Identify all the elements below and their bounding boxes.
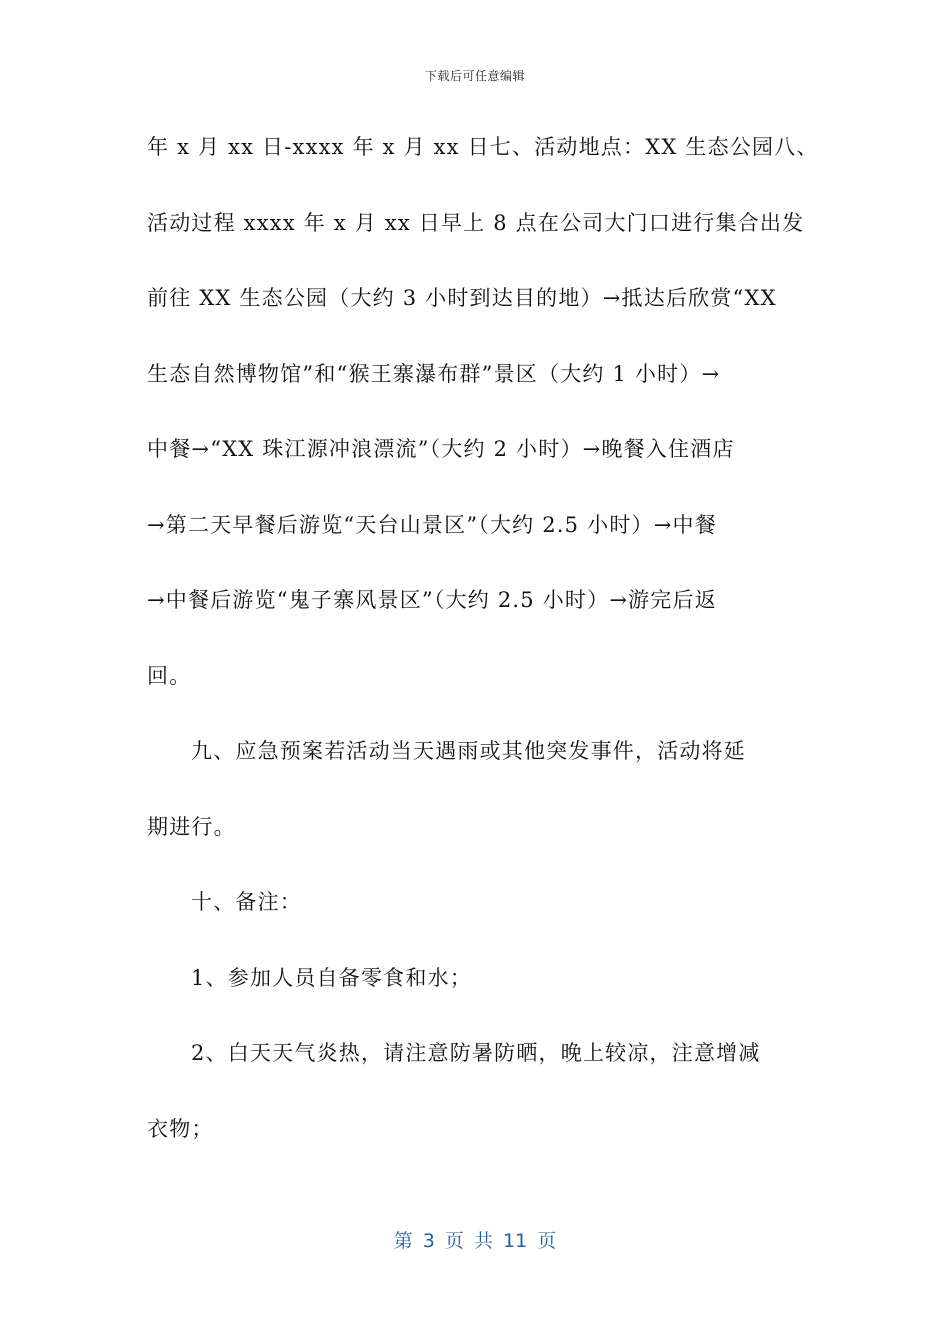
- notes-heading: 十、备注：: [191, 890, 302, 914]
- body-line: 衣物；: [147, 1116, 214, 1141]
- body-line: 年 x 月 xx 日-xxxx 年 x 月 xx 日七、活动地点：XX 生态公园八、: [147, 135, 819, 159]
- body-line: 回。: [147, 663, 192, 688]
- body-line: →第二天早餐后游览“天台山景区”（大约 2.5 小时）→中餐: [147, 512, 717, 537]
- footer-end-label: 页: [537, 1230, 557, 1252]
- body-line: 中餐→“XX 珠江源冲浪漂流”（大约 2 小时）→晚餐入住酒店: [147, 437, 735, 461]
- footer-page-label: 第: [393, 1230, 413, 1252]
- page-footer: [0, 1226, 950, 1253]
- footer-total-pages: 11: [503, 1230, 528, 1252]
- footer-total-label: 页 共: [444, 1230, 493, 1252]
- body-line: 前往 XX 生态公园（大约 3 小时到达目的地）→抵达后欣赏“XX: [147, 286, 777, 310]
- emergency-plan-paragraph: 九、应急预案若活动当天遇雨或其他突发事件，活动将延: [191, 739, 746, 763]
- note-item-1: 1、参加人员自备零食和水；: [191, 965, 472, 990]
- body-line: 期进行。: [147, 814, 236, 839]
- footer-current-page: 3: [422, 1230, 435, 1252]
- document-body: [147, 128, 819, 1185]
- body-line: →中餐后游览“鬼子寨风景区”（大约 2.5 小时）→游完后返: [147, 588, 717, 612]
- note-item-2: 2、白天天气炎热，请注意防暑防晒，晚上较凉，注意增减: [191, 1041, 761, 1065]
- body-line: 活动过程 xxxx 年 x 月 xx 日早上 8 点在公司大门口进行集合出发: [147, 210, 805, 235]
- page-header: 下载后可任意编辑: [424, 69, 525, 83]
- body-line: 生态自然博物馆”和“猴王寨瀑布群”景区（大约 1 小时）→: [147, 361, 721, 386]
